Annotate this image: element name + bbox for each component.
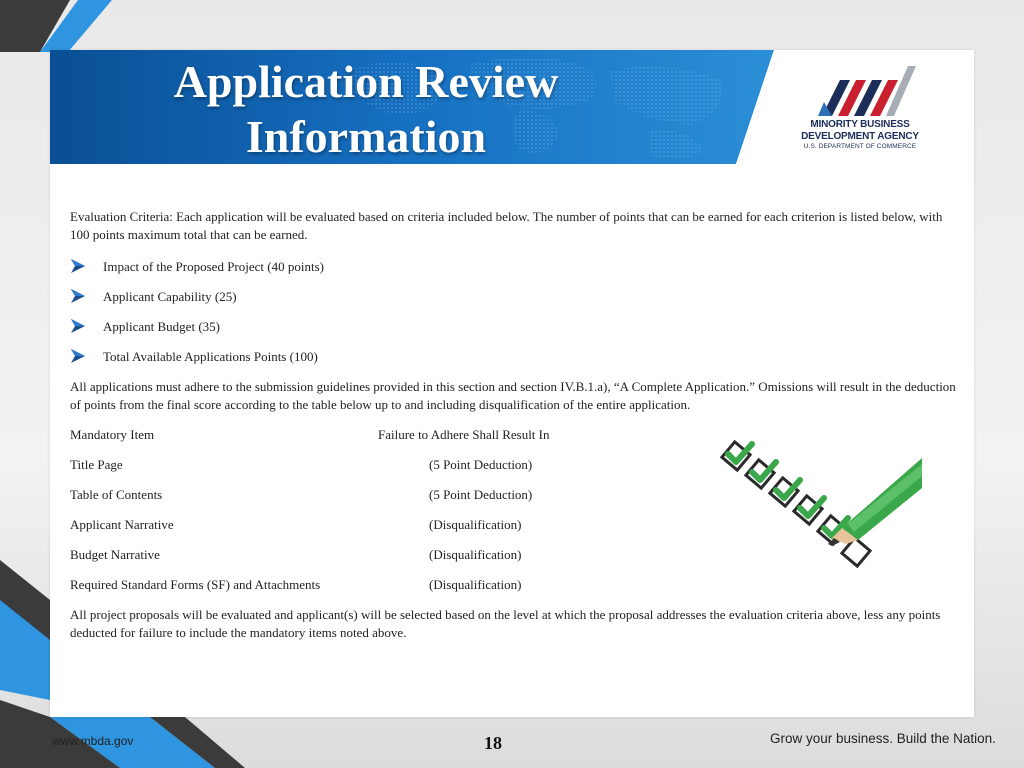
logo-line-1: MINORITY BUSINESS <box>810 119 910 130</box>
table-row <box>70 456 670 474</box>
title-line-1: Application Review <box>173 56 559 107</box>
page-number: 18 <box>484 733 502 753</box>
row-item: Applicant Narrative <box>70 517 174 532</box>
criteria-bullet <box>70 318 670 336</box>
arrow-bullet-icon <box>70 348 86 364</box>
criteria-bullet <box>70 258 670 276</box>
table-row <box>70 486 670 504</box>
row-result: (Disqualification) <box>429 517 522 532</box>
arrow-bullet-icon <box>70 288 86 304</box>
footer-url[interactable]: www.mbda.gov <box>52 734 134 748</box>
table-row <box>70 576 670 594</box>
row-result: (5 Point Deduction) <box>429 487 533 502</box>
table-row <box>70 546 670 564</box>
criteria-text: Applicant Budget (35) <box>103 319 220 334</box>
logo-line-2: DEVELOPMENT AGENCY <box>801 131 919 142</box>
arrow-bullet-icon <box>70 258 86 274</box>
row-item: Budget Narrative <box>70 547 160 562</box>
header-failure-result: Failure to Adhere Shall Result In <box>378 427 550 442</box>
criteria-text: Impact of the Proposed Project (40 points) <box>103 259 324 274</box>
closing-paragraph: All project proposals will be evaluated and applicant(s) will be selected based on the level at which the proposal addresses the evaluation criteria above, less any points deducted for failure to include the mandatory items noted above. <box>70 607 941 640</box>
footer-tagline: Grow your business. Build the Nation. <box>770 731 996 746</box>
pencil-icon <box>828 458 922 546</box>
row-result: (5 Point Deduction) <box>429 457 533 472</box>
criteria-bullet <box>70 348 670 366</box>
header-mandatory-item: Mandatory Item <box>70 427 155 442</box>
criteria-bullet <box>70 288 670 306</box>
guidelines-paragraph: All applications must adhere to the submission guidelines provided in this section and section IV.B.1.a), “A Complete Application.” Omissions will result in the deduction of points from the final score according to the table below up to and including disqualification of the entire application. <box>70 379 956 412</box>
row-item: Title Page <box>70 457 123 472</box>
criteria-text: Total Available Applications Points (100) <box>103 349 318 364</box>
page-title <box>150 54 582 164</box>
logo-line-3: U.S. DEPARTMENT OF COMMERCE <box>803 143 917 150</box>
slide-card <box>50 50 974 717</box>
arrow-bullet-icon <box>70 318 86 334</box>
criteria-text: Applicant Capability (25) <box>103 289 237 304</box>
table-row <box>70 516 670 534</box>
table-header <box>70 426 670 444</box>
title-line-2: Information <box>245 111 487 162</box>
row-result: (Disqualification) <box>429 547 522 562</box>
row-item: Table of Contents <box>70 487 163 502</box>
mbda-logo-icon <box>790 64 930 119</box>
mbda-logo <box>790 64 930 159</box>
row-item: Required Standard Forms (SF) and Attachments <box>70 577 321 592</box>
checklist-pencil-icon <box>720 440 922 585</box>
row-result: (Disqualification) <box>429 577 522 592</box>
intro-paragraph: Evaluation Criteria: Each application will be evaluated based on criteria included below. The number of points that can be earned for each criterion is listed below, with 100 points maximum total that can be earned. <box>70 209 943 242</box>
